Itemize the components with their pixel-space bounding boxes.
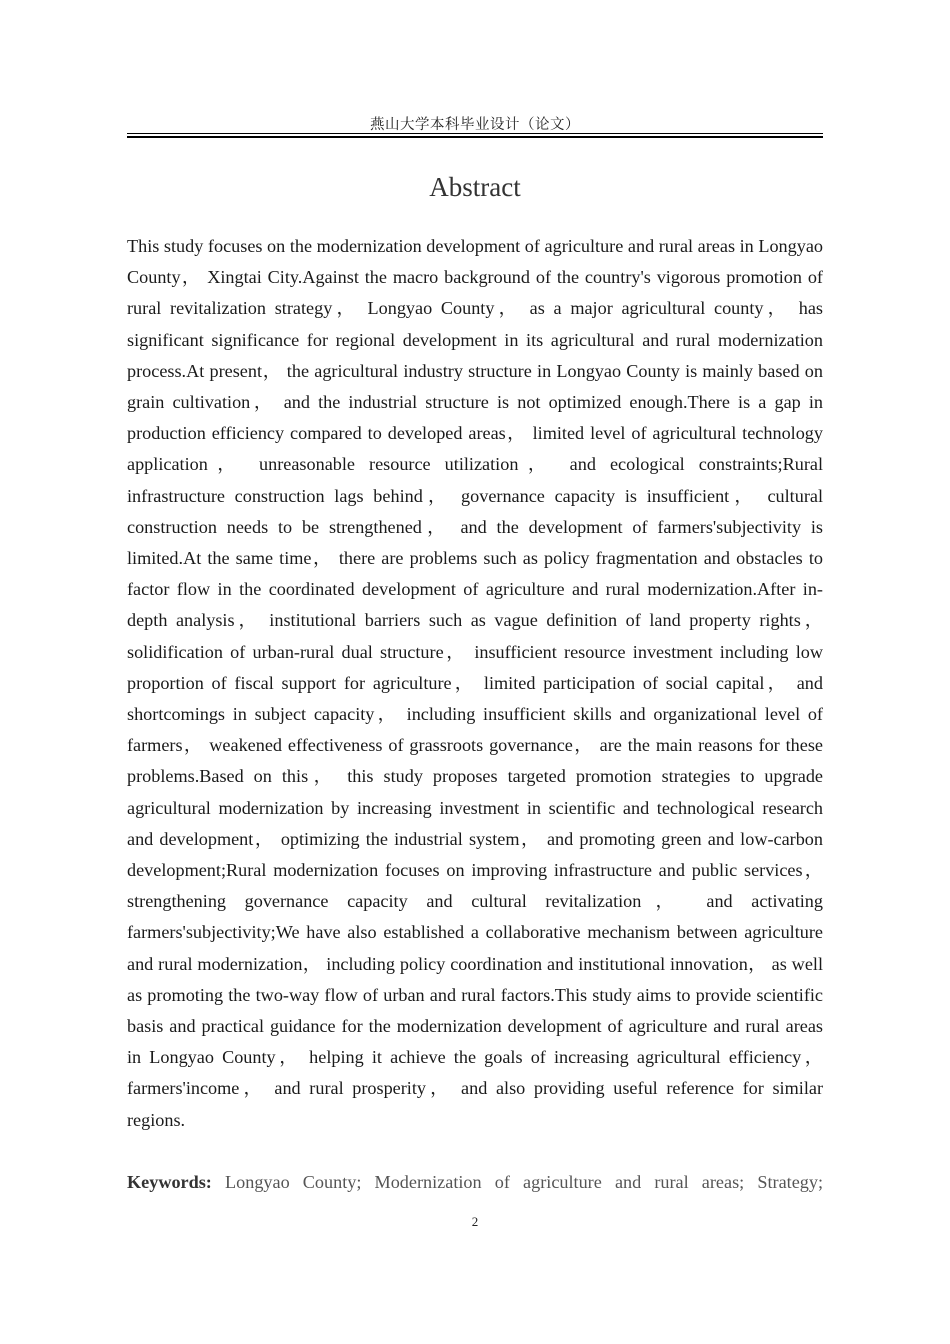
abstract-body: This study focuses on the modernization development of agriculture and rural areas in Longyao County， Xingtai City.Against the macro background of the country's vigorous promotion of rural revitalization strategy， Longyao County， as a major agricultural county， has significant significance for regional development in its agricultural and rural modernization process.At present， the agricultural industry structure in Longyao County is mainly based on grain cultivation， and the industrial structure is not optimized enough.There is a gap in production efficiency compared to developed areas， limited level of agricultural technology application， unreasonable resource utilization， and ecological constraints;Rural infrastructure construction lags behind， governance capacity is insufficient， cultural construction needs to be strengthened， and the development of farmers'subjectivity is limited.At the same time， there are problems such as policy fragmentation and obstacles to factor flow in the coordinated development of agriculture and rural modernization.After in-depth analysis， institutional barriers such as vague definition of land property rights， solidification of urban-rural dual structure， insufficient resource investment including low proportion of fiscal support for agriculture， limited participation of social capital， and shortcomings in subject capacity， including insufficient skills and organizational level of farmers， weakened effectiveness of grassroots governance， are the main reasons for these problems.Based on this， this study proposes targeted promotion strategies to upgrade agricultural modernization by increasing investment in scientific and technological research and development， optimizing the industrial system， and promoting green and low-carbon development;Rural modernization focuses on improving infrastructure and public services， strengthening governance capacity and cultural revitalization， and activating farmers'subjectivity;We have also established a collaborative mechanism between agriculture and rural modernization， including policy coordination and institutional innovation， as well as promoting the two-way flow of urban and rural factors.This study aims to provide scientific basis and practical guidance for the modernization development of agriculture and rural areas in Longyao County， helping it achieve the goals of increasing agricultural efficiency， farmers'income， and rural prosperity， and also providing useful reference for similar regions. (127, 236, 823, 1130)
header-rule-thin (127, 133, 823, 134)
keywords-line (127, 1167, 823, 1198)
header-rule-thick (127, 136, 823, 138)
keywords-text: Longyao County; Modernization of agriculture and rural areas; Strategy; (225, 1172, 823, 1192)
page-number: 2 (471, 1214, 479, 1229)
running-header: 燕山大学本科毕业设计（论文） (370, 117, 580, 133)
keywords-label: Keywords: (127, 1172, 212, 1192)
abstract-title: Abstract (429, 172, 521, 202)
